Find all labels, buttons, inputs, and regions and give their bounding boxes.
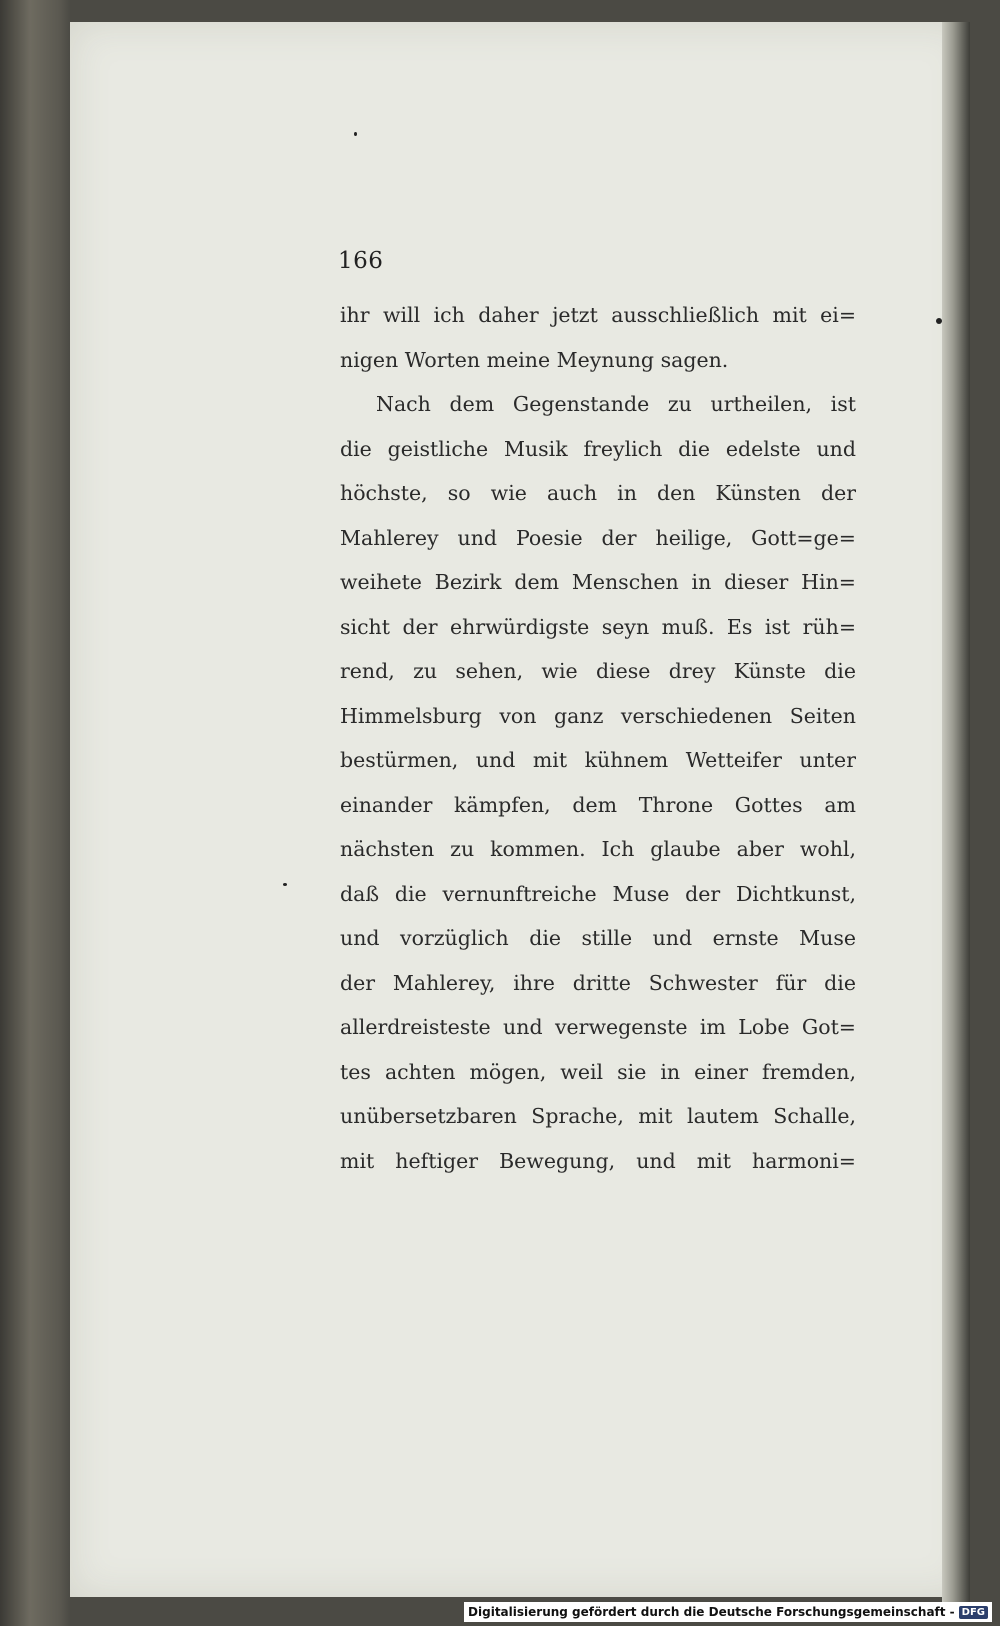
text-line: rend, zu sehen, wie diese drey Künste die xyxy=(340,659,856,683)
text-line: unübersetzbaren Sprache, mit lautem Schalle, xyxy=(340,1104,856,1128)
text-line: die geistliche Musik freylich die edelste und xyxy=(340,436,856,461)
text-line: sicht der ehrwürdigste seyn muß. Es ist rüh= xyxy=(340,614,856,639)
text-line: einander kämpfen, dem Throne Gottes am xyxy=(340,792,856,817)
footer-credit-text: Digitalisierung gefördert durch die Deutsche Forschungsgemeinschaft - xyxy=(468,1605,955,1619)
text-line: und vorzüglich die stille und ernste Muse xyxy=(340,926,856,950)
page-number: 166 xyxy=(338,248,384,274)
paper-speck xyxy=(936,318,942,324)
paper-speck xyxy=(354,132,357,136)
text-line: der Mahlerey, ihre dritte Schwester für die xyxy=(340,970,856,995)
digitization-credit-footer xyxy=(464,1602,992,1622)
text-line: Mahlerey und Poesie der heilige, Gott=ge= xyxy=(340,525,856,550)
text-line: tes achten mögen, weil sie in einer fremden, xyxy=(340,1059,856,1084)
text-line: ihr will ich daher jetzt ausschließlich mit ei= xyxy=(340,303,856,327)
text-line: nigen Worten meine Meynung sagen. xyxy=(340,347,729,372)
text-line: bestürmen, und mit kühnem Wetteifer unter xyxy=(340,748,856,772)
text-line: allerdreisteste und verwegenste im Lobe Got= xyxy=(340,1015,856,1039)
page-edge-shadow xyxy=(942,22,970,1622)
text-line: höchste, so wie auch in den Künsten der xyxy=(340,481,856,505)
page-body-text xyxy=(340,293,856,1183)
text-line: Nach dem Gegenstande zu urtheilen, ist xyxy=(376,392,856,416)
text-line: weihete Bezirk dem Menschen in dieser Hin= xyxy=(340,570,856,594)
text-line: daß die vernunftreiche Muse der Dichtkunst, xyxy=(340,881,856,906)
text-line: Himmelsburg von ganz verschiedenen Seiten xyxy=(340,703,856,728)
text-line: nächsten zu kommen. Ich glaube aber wohl, xyxy=(340,837,856,861)
text-line: mit heftiger Bewegung, und mit harmoni= xyxy=(340,1148,856,1173)
paper-speck xyxy=(283,883,287,886)
dfg-logo-icon: DFG xyxy=(959,1606,988,1619)
